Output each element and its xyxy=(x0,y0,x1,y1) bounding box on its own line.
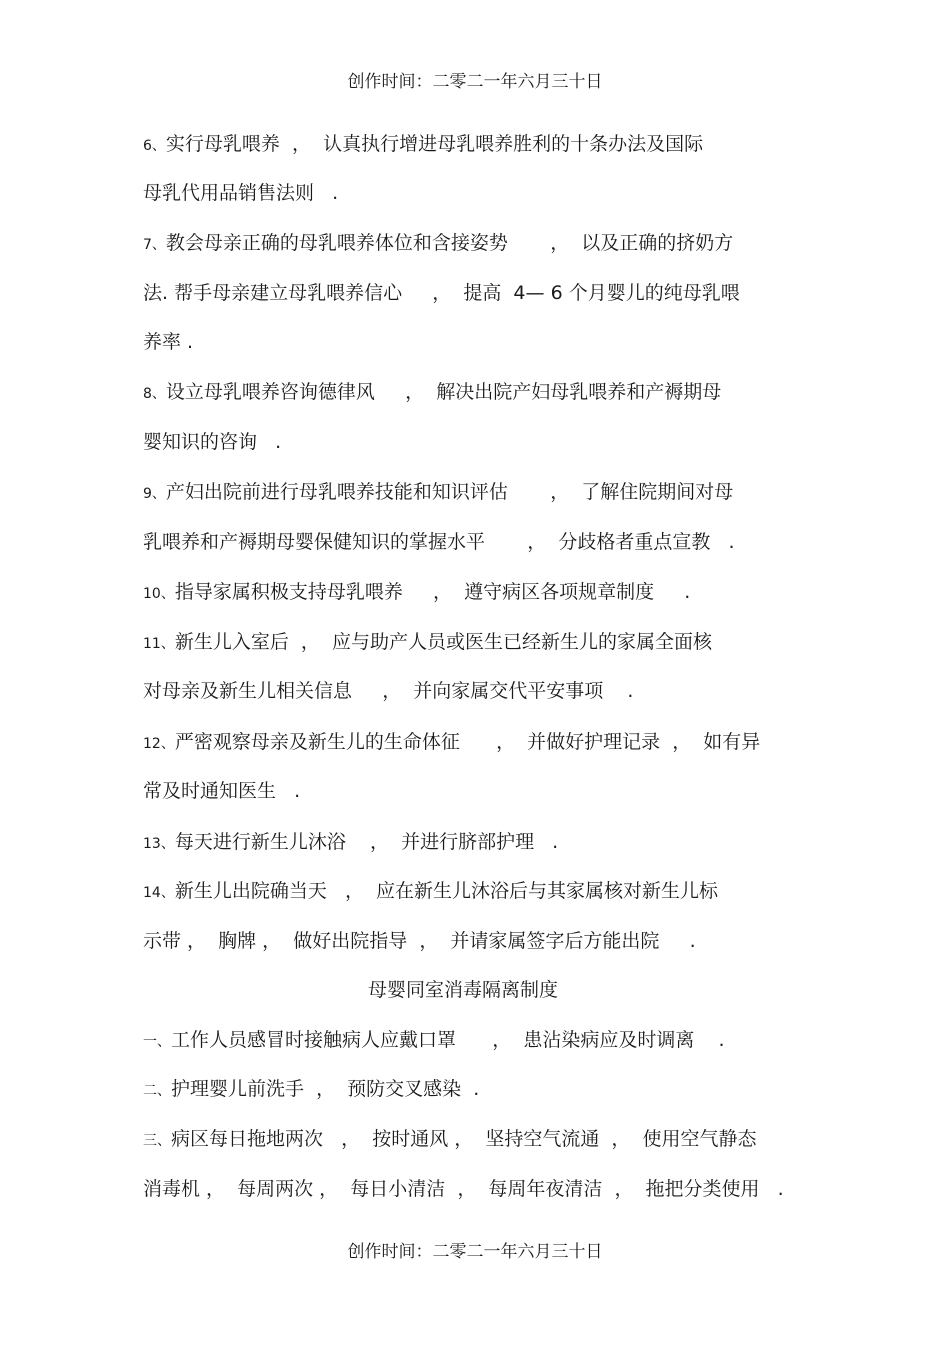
item-10-line-1: 10、指导家属积极支持母乳喂养 ， 遵守病区各项规章制度 . xyxy=(143,581,691,603)
item-11-line-1: 11、新生儿入室后 ， 应与助产人员或医生已经新生儿的家属全面核 xyxy=(143,631,712,653)
item-9-line-1: 9、产妇出院前进行母乳喂养技能和知识评估 ， 了解住院期间对母 xyxy=(143,481,734,503)
item-11-line-2: 对母亲及新生儿相关信息 ， 并向家属交代平安事项 . xyxy=(143,680,634,702)
item-12-line-2: 常及时通知医生 . xyxy=(143,780,301,802)
section-title: 母婴同室消毒隔离制度 xyxy=(367,979,558,1001)
item-7-line-2: 法. 帮手母亲建立母乳喂养信心 ， 提高 4— 6 个月婴儿的纯母乳喂 xyxy=(143,282,740,304)
item-8-line-2: 婴知识的咨询 . xyxy=(143,431,282,453)
page-header: 创作时间：二零二一年六月三十日 xyxy=(347,72,603,92)
page-footer: 创作时间：二零二一年六月三十日 xyxy=(347,1242,603,1262)
item-8-line-1: 8、设立母乳喂养咨询德律风 ， 解决出院产妇母乳喂养和产褥期母 xyxy=(143,381,722,403)
item-7-line-3: 养率 . xyxy=(143,331,194,353)
item-6-line-2: 母乳代用品销售法则 . xyxy=(143,182,339,204)
item-14-line-1: 14、新生儿出院确当天 ， 应在新生儿沐浴后与其家属核对新生儿标 xyxy=(143,880,719,902)
item-9-line-2: 乳喂养和产褥期母婴保健知识的掌握水平 ， 分歧格者重点宣教 . xyxy=(143,531,735,553)
section-item-2-line-1: 二、护理婴儿前洗手 ， 预防交叉感染 . xyxy=(143,1078,480,1100)
item-13-line-1: 13、每天进行新生儿沐浴 ， 并进行脐部护理 . xyxy=(143,831,559,853)
item-14-line-2: 示带 ， 胸牌 ， 做好出院指导 ， 并请家属签字后方能出院 . xyxy=(143,930,696,952)
section-item-3-line-2: 消毒机 ， 每周两次 ， 每日小清洁 ， 每周年夜清洁 ， 拖把分类使用 . xyxy=(143,1178,784,1200)
section-item-1-line-1: 一、工作人员感冒时接触病人应戴口罩 ， 患沾染病应及时调离 . xyxy=(143,1029,725,1051)
section-item-3-line-1: 三、病区每日拖地两次 ， 按时通风 ， 坚持空气流通 ， 使用空气静态 xyxy=(143,1128,757,1150)
item-7-line-1: 7、教会母亲正确的母乳喂养体位和含接姿势 ， 以及正确的挤奶方 xyxy=(143,232,734,254)
item-12-line-1: 12、严密观察母亲及新生儿的生命体征 ， 并做好护理记录 ， 如有异 xyxy=(143,731,761,753)
item-6-line-1: 6、实行母乳喂养 ， 认真执行增进母乳喂养胜利的十条办法及国际 xyxy=(143,133,704,155)
